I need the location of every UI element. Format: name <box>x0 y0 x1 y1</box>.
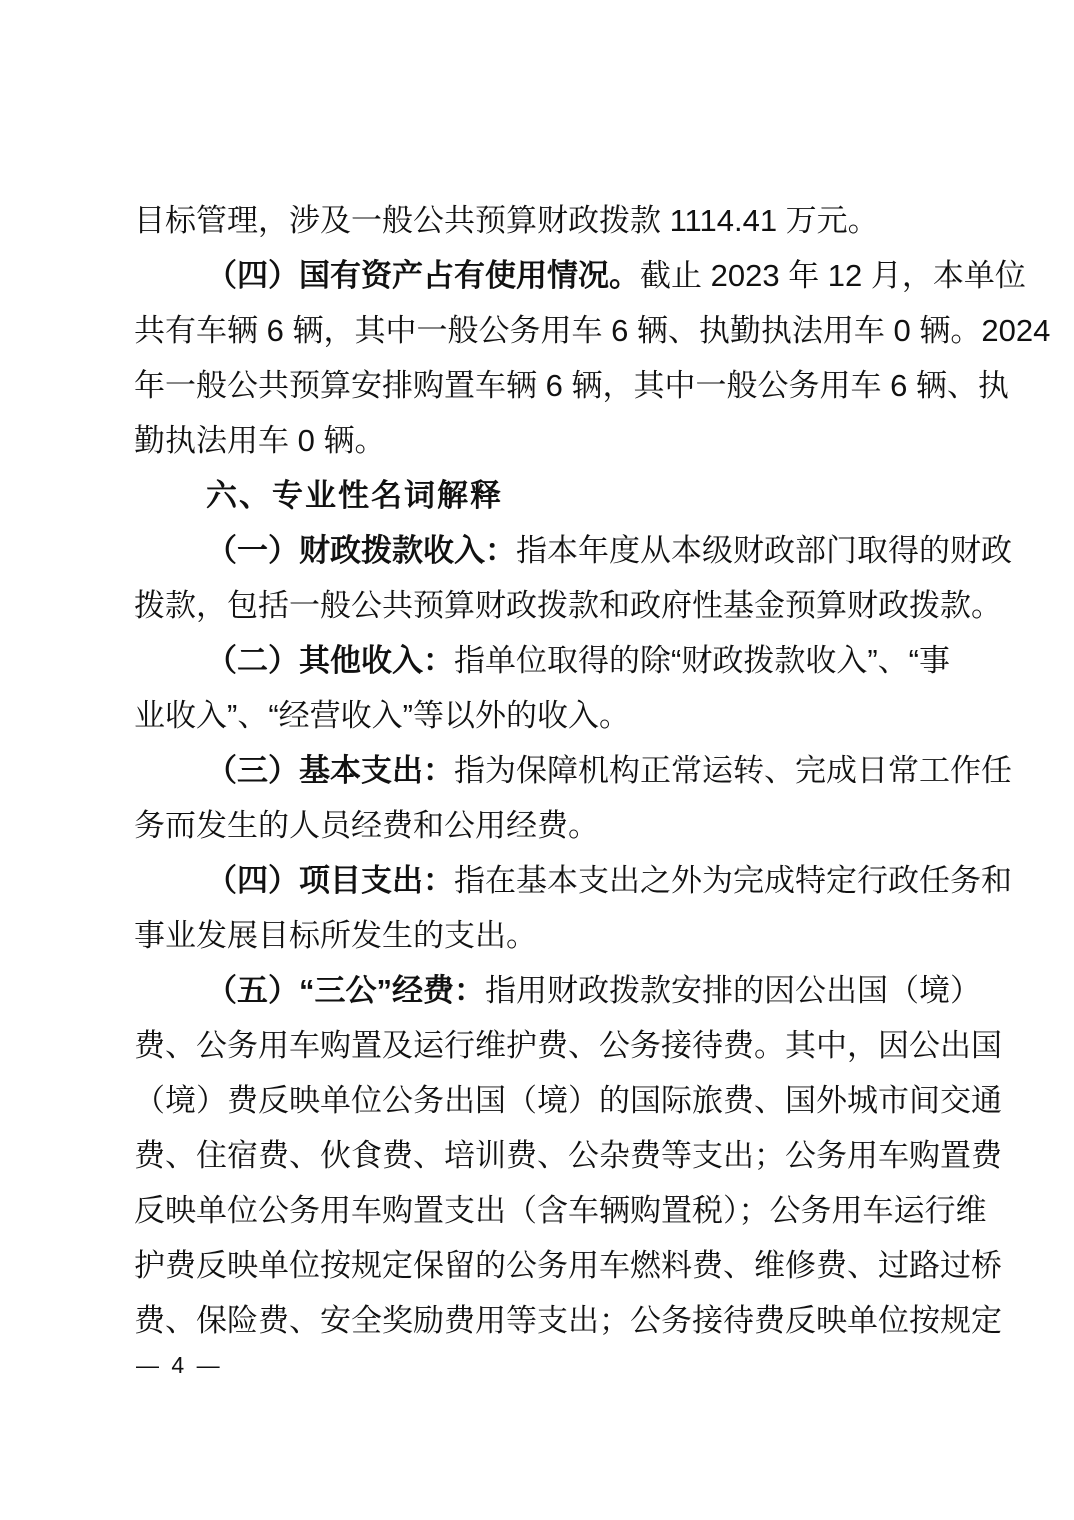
paragraph-term-project-expenditure <box>134 853 1012 963</box>
text-line <box>134 688 940 743</box>
page-number: — 4 — <box>136 1352 223 1378</box>
text-run: 护费反映单位按规定保留的公务用车燃料费、维修费、过路过桥 <box>134 1248 1002 1283</box>
document-body <box>134 193 1051 1348</box>
text-line <box>134 1293 1002 1348</box>
paragraph-state-owned-assets <box>134 248 1051 468</box>
text-run: （境）费反映单位公务出国（境）的国际旅费、国外城市间交通 <box>134 1083 1002 1118</box>
text-run: 目标管理，涉及一般公共预算财政拨款 1114.41 万元。 <box>134 203 879 238</box>
paragraph-term-three-public-funds <box>134 963 1002 1348</box>
text-line <box>134 963 981 1018</box>
text-line <box>134 468 940 523</box>
bold-text-run: （四）项目支出： <box>206 863 454 898</box>
text-line <box>134 578 1002 633</box>
text-line <box>134 1183 987 1238</box>
bold-text-run: （三）基本支出： <box>206 753 454 788</box>
text-line <box>134 248 1026 303</box>
text-line <box>134 303 1051 358</box>
text-run: 指本年度从本级财政部门取得的财政 <box>516 533 1012 568</box>
text-run: 指在基本支出之外为完成特定行政任务和 <box>454 863 1012 898</box>
text-line <box>134 633 950 688</box>
section-heading-terms <box>134 468 940 523</box>
text-line <box>134 1073 1002 1128</box>
text-run: 反映单位公务用车购置支出（含车辆购置税）；公务用车运行维 <box>134 1193 987 1228</box>
bold-text-run: （一）财政拨款收入： <box>206 533 516 568</box>
bold-text-run: （二）其他收入： <box>206 643 454 678</box>
text-line <box>134 413 940 468</box>
text-run: 指为保障机构正常运转、完成日常工作任 <box>454 753 1012 788</box>
bold-text-run: （五）“三公”经费： <box>206 973 485 1008</box>
text-run: 指用财政拨款安排的因公出国（境） <box>485 973 981 1008</box>
text-run: 指单位取得的除“财政拨款收入”、“事 <box>454 643 950 678</box>
paragraph-term-other-income <box>134 633 950 743</box>
text-run: 费、住宿费、伙食费、培训费、公杂费等支出；公务用车购置费 <box>134 1138 1002 1173</box>
text-line <box>134 1018 1002 1073</box>
text-line <box>134 1238 1002 1293</box>
bold-text-run: （四）国有资产占有使用情况。 <box>206 258 640 293</box>
text-line <box>134 908 940 963</box>
text-run: 费、保险费、安全奖励费用等支出；公务接待费反映单位按规定 <box>134 1303 1002 1338</box>
text-line <box>134 1128 1002 1183</box>
text-line <box>134 743 1012 798</box>
text-run: 勤执法用车 0 辆。 <box>134 423 386 458</box>
paragraph-term-fiscal-appropriation-income <box>134 523 1012 633</box>
text-run: 截止 2023 年 12 月，本单位 <box>640 258 1026 293</box>
text-run: 费、公务用车购置及运行维护费、公务接待费。其中，因公出国 <box>134 1028 1002 1063</box>
text-run: 拨款，包括一般公共预算财政拨款和政府性基金预算财政拨款。 <box>134 588 1002 623</box>
text-line <box>134 358 1009 413</box>
text-line <box>134 798 940 853</box>
text-run: 务而发生的人员经费和公用经费。 <box>134 808 599 843</box>
bold-text-run: 六、专业性名词解释 <box>206 478 503 513</box>
text-run: 年一般公共预算安排购置车辆 6 辆，其中一般公务用车 6 辆、执 <box>134 368 1009 403</box>
text-run: 共有车辆 6 辆，其中一般公务用车 6 辆、执勤执法用车 0 辆。2024 <box>134 313 1051 348</box>
paragraph-term-basic-expenditure <box>134 743 1012 853</box>
text-line <box>134 853 1012 908</box>
text-run: 业收入”、“经营收入”等以外的收入。 <box>134 698 630 733</box>
text-line <box>134 523 1012 578</box>
text-line <box>134 193 940 248</box>
paragraph-carryover <box>134 193 940 248</box>
text-run: 事业发展目标所发生的支出。 <box>134 918 537 953</box>
